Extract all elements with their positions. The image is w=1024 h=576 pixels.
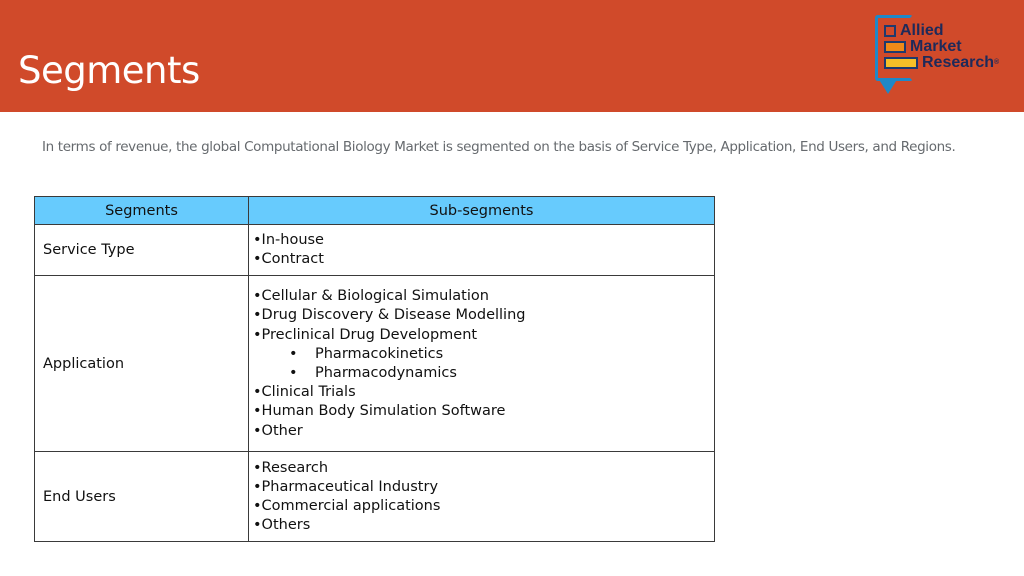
logo-word-research-text: Research — [922, 54, 995, 71]
logo-word-allied: Allied — [900, 22, 944, 39]
table-row-end-users — [35, 452, 715, 542]
logo-word-market: Market — [910, 38, 962, 55]
segments-table — [34, 196, 715, 542]
list-item: •Contract — [253, 251, 324, 268]
sub-bullet: • — [289, 345, 298, 362]
column-header-segments: Segments — [35, 197, 249, 225]
column-header-sub-segments: Sub-segments — [249, 197, 715, 225]
list-item: •In-house — [253, 232, 324, 248]
list-item: •Human Body Simulation Software — [253, 403, 506, 420]
intro-text: In terms of revenue, the global Computational Biology Market is segmented on the basis of Service Type, Application, End Users, and Regions. — [42, 139, 956, 155]
logo-speech-tail-icon — [878, 78, 898, 94]
table-row-application — [35, 276, 715, 452]
sub-segments-application — [249, 276, 715, 452]
logo-registered-mark: ® — [994, 59, 1000, 66]
segment-label-end-users: End Users — [35, 452, 249, 542]
sub-list-item — [253, 364, 706, 383]
segment-label-service-type: Service Type — [35, 225, 249, 276]
page-title: Segments — [18, 49, 200, 92]
sub-segments-end-users — [249, 452, 715, 542]
logo-orange-bar-icon — [884, 41, 906, 53]
logo-yellow-bar-icon — [884, 57, 918, 69]
list-item: •Clinical Trials — [253, 384, 356, 401]
segment-label-application: Application — [35, 276, 249, 452]
table-row-service-type — [35, 225, 715, 276]
list-item: •Others — [253, 517, 311, 534]
sub-list-item — [253, 345, 706, 364]
sub-bullet: • — [289, 364, 298, 381]
list-item: •Drug Discovery & Disease Modelling — [253, 307, 526, 324]
logo-word-research — [922, 55, 999, 71]
sub-list-item-text: Pharmacokinetics — [315, 345, 444, 362]
list-item: •Other — [253, 422, 303, 439]
list-item: •Research — [253, 459, 329, 476]
sub-segments-service-type — [249, 225, 715, 276]
list-item: •Preclinical Drug Development — [253, 326, 478, 343]
logo-red-square-icon — [884, 25, 896, 37]
table-header-row — [35, 197, 715, 225]
list-item: •Cellular & Biological Simulation — [253, 288, 489, 305]
allied-market-research-logo — [872, 12, 1020, 100]
list-item: •Pharmaceutical Industry — [253, 478, 439, 495]
list-item: •Commercial applications — [253, 497, 441, 514]
sub-list-item-text: Pharmacodynamics — [315, 364, 457, 381]
header-bar — [0, 0, 1024, 112]
